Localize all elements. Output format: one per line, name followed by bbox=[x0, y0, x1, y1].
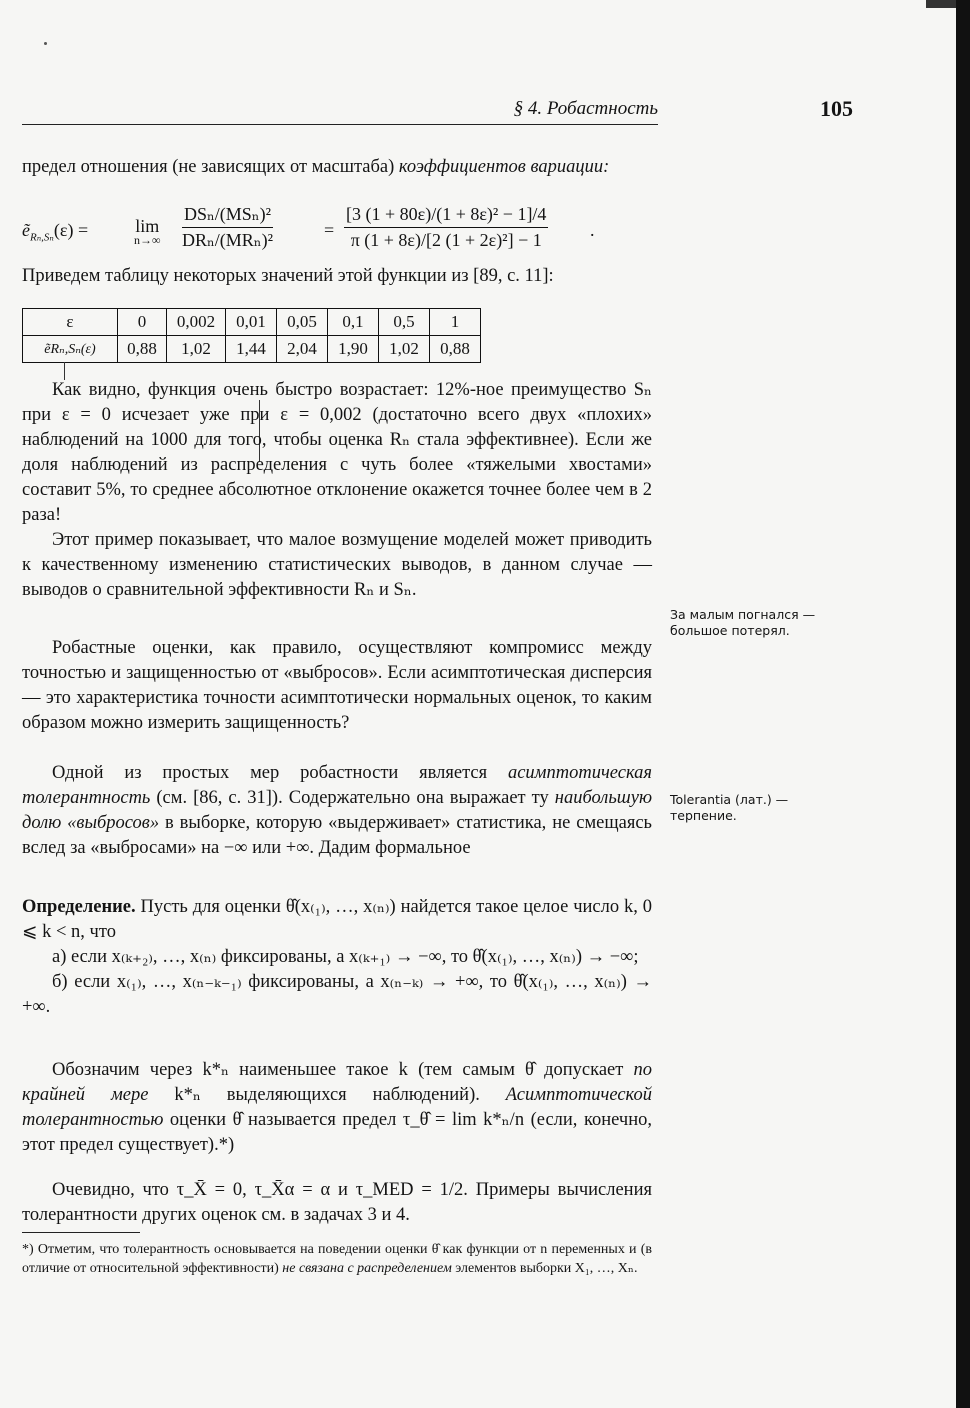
formula-equals: = bbox=[324, 220, 335, 240]
table-cell: 1,02 bbox=[379, 336, 430, 363]
term-asymptotic-tolerance-def: Асимптотической толерантностью bbox=[22, 1085, 652, 1130]
table-cell: 0,88 bbox=[118, 336, 167, 363]
row-label: ε bbox=[23, 309, 118, 336]
body-paragraph-5: Обозначим через k*ₙ наименьшее такое k (тем самым θ̂ допускает по крайней мере k*ₙ выделяющихся наблюдений). Асимптотической толерантностью оценки θ̂ называется предел τ_θ̂ = lim k*ₙ/n (если, конечно, этот предел существует).*) bbox=[22, 1060, 652, 1155]
intro-text: предел отношения (не зависящих от масштаба) bbox=[22, 157, 399, 177]
table-row bbox=[23, 309, 481, 336]
formula-period: . bbox=[590, 220, 595, 240]
body-paragraph-4: Одной из простых мер робастности является асимптотическая толерантность (см. [86, с. 31]). Содержательно она выражает ту наибольшую долю «выбросов» в выборке, которую «выдерживает» статистика, не смещаясь вслед за «выбросами» на −∞ или +∞. Дадим формальное bbox=[22, 763, 652, 858]
footnote: *) Отметим, что толерантность основывается на поведении оценки θ̂ как функции от n переменных и (в отличие от относительной эффективности) не связана с распределением элементов выборки X₁, …, Xₙ. bbox=[22, 1242, 652, 1276]
formula-lhs: ẽ$_{R_n,S_n}$(ε) = bbox=[22, 220, 89, 244]
formula-limit: lim n→∞ bbox=[134, 216, 161, 247]
margin-note-proverb: За малым погнался — большое потерял. bbox=[670, 607, 816, 638]
table-row bbox=[23, 336, 481, 363]
section-title: § 4. Робастность bbox=[513, 98, 658, 119]
body-paragraph-2: Этот пример показывает, что малое возмущение моделей может приводить к качественному изменению статистических выводов, в данном случае — выводов о сравнительной эффективности Rₙ и Sₙ. bbox=[22, 530, 652, 600]
footnote-rule bbox=[22, 1232, 140, 1233]
intro-term: коэффициентов вариации: bbox=[398, 157, 610, 177]
row-label: ẽRₙ,Sₙ(ε) bbox=[23, 336, 118, 363]
formula-right-fraction bbox=[344, 204, 548, 251]
formula-middle-fraction bbox=[182, 204, 273, 251]
term-asymptotic-tolerance: асимптотическая толерантность bbox=[22, 763, 652, 808]
table-intro: Приведем таблицу некоторых значений этой функции из [89, с. 11]: bbox=[22, 266, 554, 286]
body-paragraph-1: Как видно, функция очень быстро возрастает: 12%-ное преимущество Sₙ при ε = 0 исчезает уже при ε = 0,002 (достаточно всего двух «плохих» наблюдений на 1000 для того, чтобы оценка Rₙ стала эффективнее). Если же доля наблюдений из распределения с чуть более «тяжелыми хвостами» составит 5%, то среднее абсолютное отклонение окажется точнее более чем в 2 раза! bbox=[22, 380, 652, 525]
margin-note-tolerantia: Tolerantia (лат.) — терпение. bbox=[670, 792, 789, 823]
table-cell: 1,44 bbox=[226, 336, 277, 363]
table-cell: 1 bbox=[430, 309, 481, 336]
table-cell: 2,04 bbox=[277, 336, 328, 363]
values-table bbox=[22, 308, 481, 363]
table-cell: 1,90 bbox=[328, 336, 379, 363]
definition-block: Определение. Пусть для оценки θ̂(x₍₁₎, …, x₍ₙ₎) найдется такое целое число k, 0 ⩽ k < n, что а) если x₍ₖ₊₂₎, …, x₍ₙ₎ фиксированы, а x₍ₖ₊₁₎ → −∞, то θ̂(x₍₁₎, …, x₍ₙ₎) → −∞; б) если x₍₁₎, …, x₍ₙ₋ₖ₋₁₎ фиксированы, а x₍ₙ₋ₖ₎ → +∞, то θ̂(x₍₁₎, …, x₍ₙ₎) → +∞. bbox=[22, 895, 652, 1020]
fraction-denominator: π (1 + 8ε)/[2 (1 + 2ε)²] − 1 bbox=[350, 230, 542, 250]
scan-speck bbox=[44, 42, 47, 45]
running-header bbox=[22, 96, 658, 125]
definition-item-b: б) если x₍₁₎, …, x₍ₙ₋ₖ₋₁₎ фиксированы, а x₍ₙ₋ₖ₎ → +∞, то θ̂(x₍₁₎, …, x₍ₙ₎) → +∞. bbox=[22, 972, 652, 1017]
efficiency-formula bbox=[22, 202, 652, 260]
table-cell: 0,1 bbox=[328, 309, 379, 336]
body-paragraph-6: Очевидно, что τ_X̄ = 0, τ_X̄α = α и τ_MED = 1/2. Примеры вычисления толерантности других оценок см. в задачах 3 и 4. bbox=[22, 1180, 652, 1225]
fraction-numerator: [3 (1 + 80ε)/(1 + 8ε)² − 1]/4 bbox=[344, 204, 548, 228]
scan-edge-top bbox=[926, 0, 956, 8]
scan-edge bbox=[956, 0, 970, 1408]
table-cell: 0,05 bbox=[277, 309, 328, 336]
table-cell: 0,01 bbox=[226, 309, 277, 336]
fraction-denominator: DRₙ/(MRₙ)² bbox=[182, 230, 273, 250]
table-cell: 0 bbox=[118, 309, 167, 336]
fraction-numerator: DSₙ/(MSₙ)² bbox=[182, 204, 273, 228]
definition-item-a: а) если x₍ₖ₊₂₎, …, x₍ₙ₎ фиксированы, а x₍ₖ₊₁₎ → −∞, то θ̂(x₍₁₎, …, x₍ₙ₎) → −∞; bbox=[52, 947, 639, 967]
table-cell: 1,02 bbox=[167, 336, 226, 363]
table-cell: 0,002 bbox=[167, 309, 226, 336]
table-cell: 0,88 bbox=[430, 336, 481, 363]
page-number: 105 bbox=[820, 96, 853, 121]
intro-paragraph bbox=[22, 155, 652, 180]
body-paragraph-3: Робастные оценки, как правило, осуществляют компромисс между точностью и защищенностью от «выбросов». Если асимптотическая дисперсия — это характеристика точности асимптотически нормальных оценок, то каким образом можно измерить защищенность? bbox=[22, 638, 652, 733]
term-largest-share: наибольшую долю «выбросов» bbox=[22, 788, 652, 833]
definition-label: Определение. bbox=[22, 897, 136, 917]
table-cell: 0,5 bbox=[379, 309, 430, 336]
